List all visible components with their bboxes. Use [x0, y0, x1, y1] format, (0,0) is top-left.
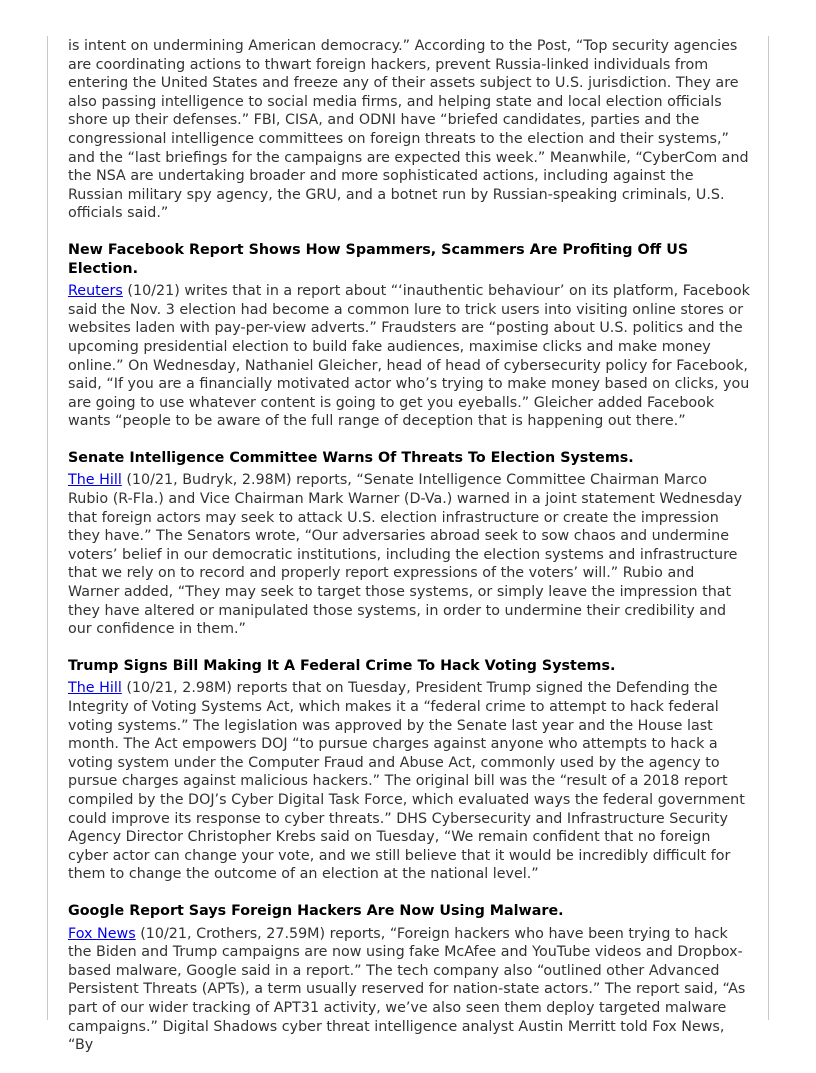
- source-link-the-hill[interactable]: The Hill: [68, 680, 122, 697]
- story-senate-intelligence: [68, 449, 750, 639]
- document-body: [68, 37, 750, 1073]
- story-headline: Google Report Says Foreign Hackers Are Now Using Malware.: [68, 902, 564, 919]
- story-google-report: [68, 902, 750, 1055]
- story-body: [68, 679, 750, 884]
- story-text: (10/21) writes that in a report about “‘inauthentic behaviour’ on its platform, Facebook said the Nov. 3 election had become a common lure to trick users into visiting online stores or websites laden with pay-per-view adverts.” Fraudsters are “posting about U.S. politics and the upcoming presidential election to build fake audiences, maximise clicks and make money online.” On Wednesday, Nathaniel Gleicher, head of head of cybersecurity policy for Facebook, said, “If you are a financially motivated actor who’s trying to make money based on clicks, you are going to use whatever content is going to get you eyeballs.” Gleicher added Facebook wants “people to be aware of the full range of deception that is happening out there.”: [68, 283, 750, 430]
- story-trump-bill: [68, 657, 750, 884]
- story-body: [68, 925, 750, 1055]
- source-link-fox-news[interactable]: Fox News: [68, 925, 136, 942]
- story-headline: Senate Intelligence Committee Warns Of Threats To Election Systems.: [68, 449, 634, 466]
- story-headline: Trump Signs Bill Making It A Federal Crime To Hack Voting Systems.: [68, 657, 616, 674]
- source-link-reuters[interactable]: Reuters: [68, 283, 123, 300]
- story-text: (10/21, Budryk, 2.98M) reports, “Senate Intelligence Committee Chairman Marco Rubio (R-Fla.) and Vice Chairman Mark Warner (D-Va.) warned in a joint statement Wednesday that foreign actors may seek to attack U.S. election infrastructure or create the impression they have.” The Senators wrote, “Our adversaries abroad seek to sow chaos and undermine voters’ belief in our democratic institutions, including the election systems and infrastructure that we rely on to record and properly report expressions of the voters’ will.” Rubio and Warner added, “They may seek to target those systems, or simply leave the impression that they have altered or manipulated those systems, in order to undermine their credibility and our confidence in them.”: [68, 472, 743, 638]
- story-text: (10/21, 2.98M) reports that on Tuesday, President Trump signed the Defending the Integrity of Voting Systems Act, which makes it a “federal crime to attempt to hack federal voting systems.” The legislation was approved by the Senate last year and the House last month. The Act empowers DOJ “to pursue charges against anyone who attempts to hack a voting system under the Computer Fraud and Abuse Act, commonly used by the agency to pursue charges against malicious hackers.” The original bill was the “result of a 2018 report compiled by the DOJ’s Cyber Digital Task Force, which evaluated ways the federal government could improve its response to cyber threats.” DHS Cybersecurity and Infrastructure Security Agency Director Christopher Krebs said on Tuesday, “We remain confident that no foreign cyber actor can change your vote, and we still believe that it would be incredibly difficult for them to change the outcome of an election at the national level.”: [68, 680, 745, 883]
- story-body: [68, 471, 750, 638]
- story-headline: New Facebook Report Shows How Spammers, Scammers Are Profiting Off US Election.: [68, 241, 689, 277]
- story-facebook: [68, 241, 750, 431]
- story-text: (10/21, Crothers, 27.59M) reports, “Foreign hackers who have been trying to hack the Biden and Trump campaigns are now using fake McAfee and YouTube videos and Dropbox-based malware, Google said in a report.” The tech company also “outlined other Advanced Persistent Threats (APTs), a term usually reserved for nation-state actors.” The report said, “As part of our wider tracking of APT31 activity, we’ve also seen them deploy targeted malware campaigns.” Digital Shadows cyber threat intelligence analyst Austin Merritt told Fox News, “By: [68, 925, 746, 1054]
- source-link-the-hill[interactable]: The Hill: [68, 472, 122, 489]
- story-body: [68, 282, 750, 431]
- lead-paragraph: is intent on undermining American democracy.” According to the Post, “Top security agencies are coordinating actions to thwart foreign hackers, prevent Russia-linked individuals from entering the United States and freeze any of their assets subject to U.S. jurisdiction. They are also passing intelligence to social media firms, and helping state and local election officials shore up their defenses.” FBI, CISA, and ODNI have “briefed candidates, parties and the congressional intelligence committees on foreign threats to the election and their systems,” and the “last briefings for the campaigns are expected this week.” Meanwhile, “CyberCom and the NSA are undertaking broader and more sophisticated actions, including against the Russian military spy agency, the GRU, and a botnet run by Russian-speaking criminals, U.S. officials said.”: [68, 38, 749, 222]
